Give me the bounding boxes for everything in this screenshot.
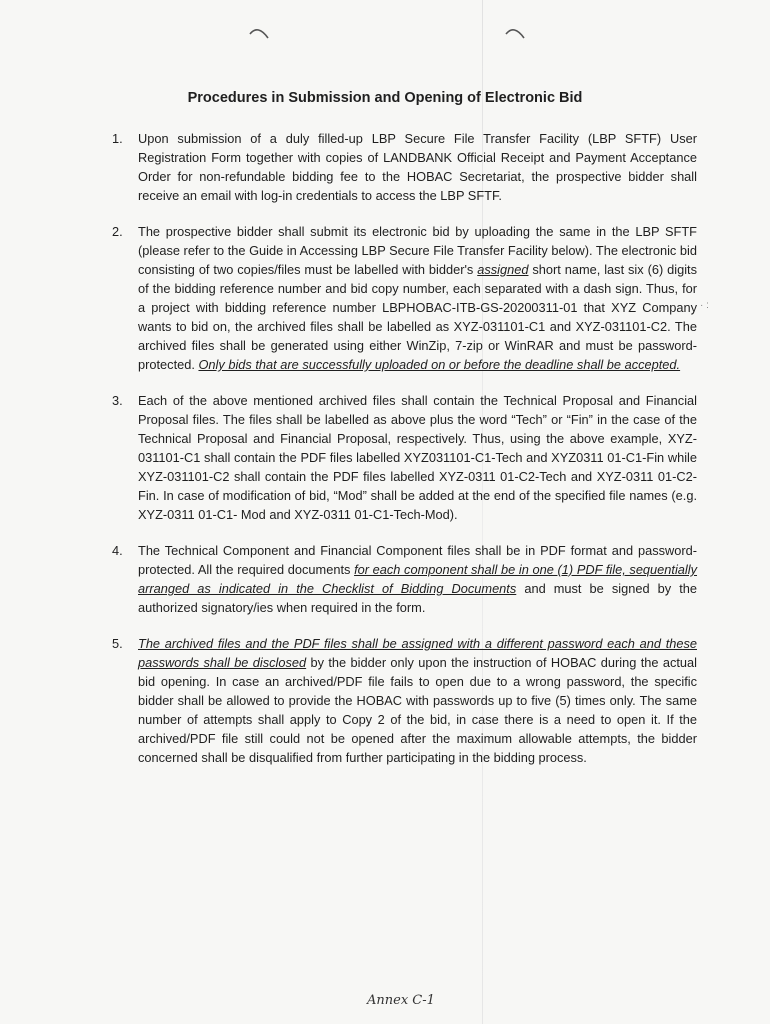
list-item-text	[138, 222, 697, 374]
list-item-number: 1.	[112, 131, 123, 146]
underlined-text: Only bids that are successfully uploaded on or before the deadline shall be accepted.	[198, 357, 681, 372]
list-item-text	[138, 634, 697, 767]
list-item	[112, 129, 702, 205]
list-item-number: 3.	[112, 393, 123, 408]
scan-speck: · :	[700, 300, 709, 311]
text-segment: short name, last six (6) digits of the bidding reference number and bid copy number, each separated with a dash sign. Thus, for a project with bidding reference number LBPHOBAC-ITB-GS-20200311-01 that XYZ Company wants to bid on, the archived files shall be labelled as XYZ-031101-C1 and XYZ-031101-C2. The archived files shall be generated using either WinZip, 7-zip or WinRAR and must be password-protected.	[138, 262, 698, 372]
text-segment: and must be signed by the authorized signatory/ies when required in the form.	[138, 581, 698, 615]
underlined-text: assigned	[477, 262, 529, 277]
text-segment: The Technical Component and Financial Component files shall be in PDF format and password-protected. All the required documents	[138, 543, 697, 577]
list-item	[112, 391, 702, 524]
text-segment: by the bidder only upon the instruction of HOBAC during the actual bid opening. In case an archived/PDF file fails to open due to a wrong password, the specific bidder shall be allowed to provide the HOBAC with passwords up to five (5) times only. The same number of attempts shall apply to Copy 2 of the bid, in case there is a need to open it. If the archived/PDF file still could not be opened after the maximum allowable attempts, the bidder concerned shall be disqualified from further participating in the bidding process.	[138, 655, 697, 765]
list-item-number: 2.	[112, 224, 123, 239]
document-title: Procedures in Submission and Opening of Electronic Bid	[187, 90, 583, 106]
punch-hole-left	[248, 24, 270, 42]
text-segment: The prospective bidder shall submit its electronic bid by uploading the same in the LBP SFTF (please refer to the Guide in Accessing LBP Secure File Transfer Facility below). The electronic bid consisting of two copies/files must be labelled with bidder's	[138, 224, 697, 277]
list-item-text	[138, 391, 697, 524]
underlined-text: The archived files and the PDF files shall be assigned with a different password each and these passwords shall be disclosed	[138, 636, 697, 670]
list-item	[112, 541, 702, 617]
text-segment: Upon submission of a duly filled-up LBP Secure File Transfer Facility (LBP SFTF) User Registration Form together with copies of LANDBANK Official Receipt and Payment Acceptance Order for non-refundable bidding fee to the HOBAC Secretariat, the prospective bidder shall receive an email with log-in credentials to access the LBP SFTF.	[138, 131, 697, 203]
list-item	[112, 222, 702, 374]
underlined-text: for each component shall be in one (1) PDF file, sequentially arranged as indicated in the Checklist of Bidding Documents	[138, 562, 698, 596]
text-segment: Each of the above mentioned archived files shall contain the Technical Proposal and Financial Proposal files. The files shall be labelled as above plus the word “Tech” or “Fin” in the case of the Technical Proposal and Financial Proposal, respectively. Thus, using the above example, XYZ-031101-C1 shall contain the PDF files labelled XYZ031101-C1-Tech and XYZ0311 01-C1-Fin while XYZ-031101-C2 shall contain the PDF files labelled XYZ-0311 01-C2-Tech and XYZ-0311 01-C2-Fin. In case of modification of bid, “Mod” shall be added at the end of the specified file names (e.g. XYZ-0311 01-C1- Mod and XYZ-0311 01-C1-Tech-Mod).	[138, 393, 697, 522]
list-item	[112, 634, 702, 767]
list-item-text	[138, 129, 697, 205]
list-item-text	[138, 541, 697, 617]
list-item-number: 4.	[112, 543, 123, 558]
list-item-number: 5.	[112, 636, 123, 651]
annex-label: Annex C-1	[367, 993, 435, 1008]
punch-hole-right	[504, 24, 526, 42]
procedure-list	[112, 129, 702, 784]
